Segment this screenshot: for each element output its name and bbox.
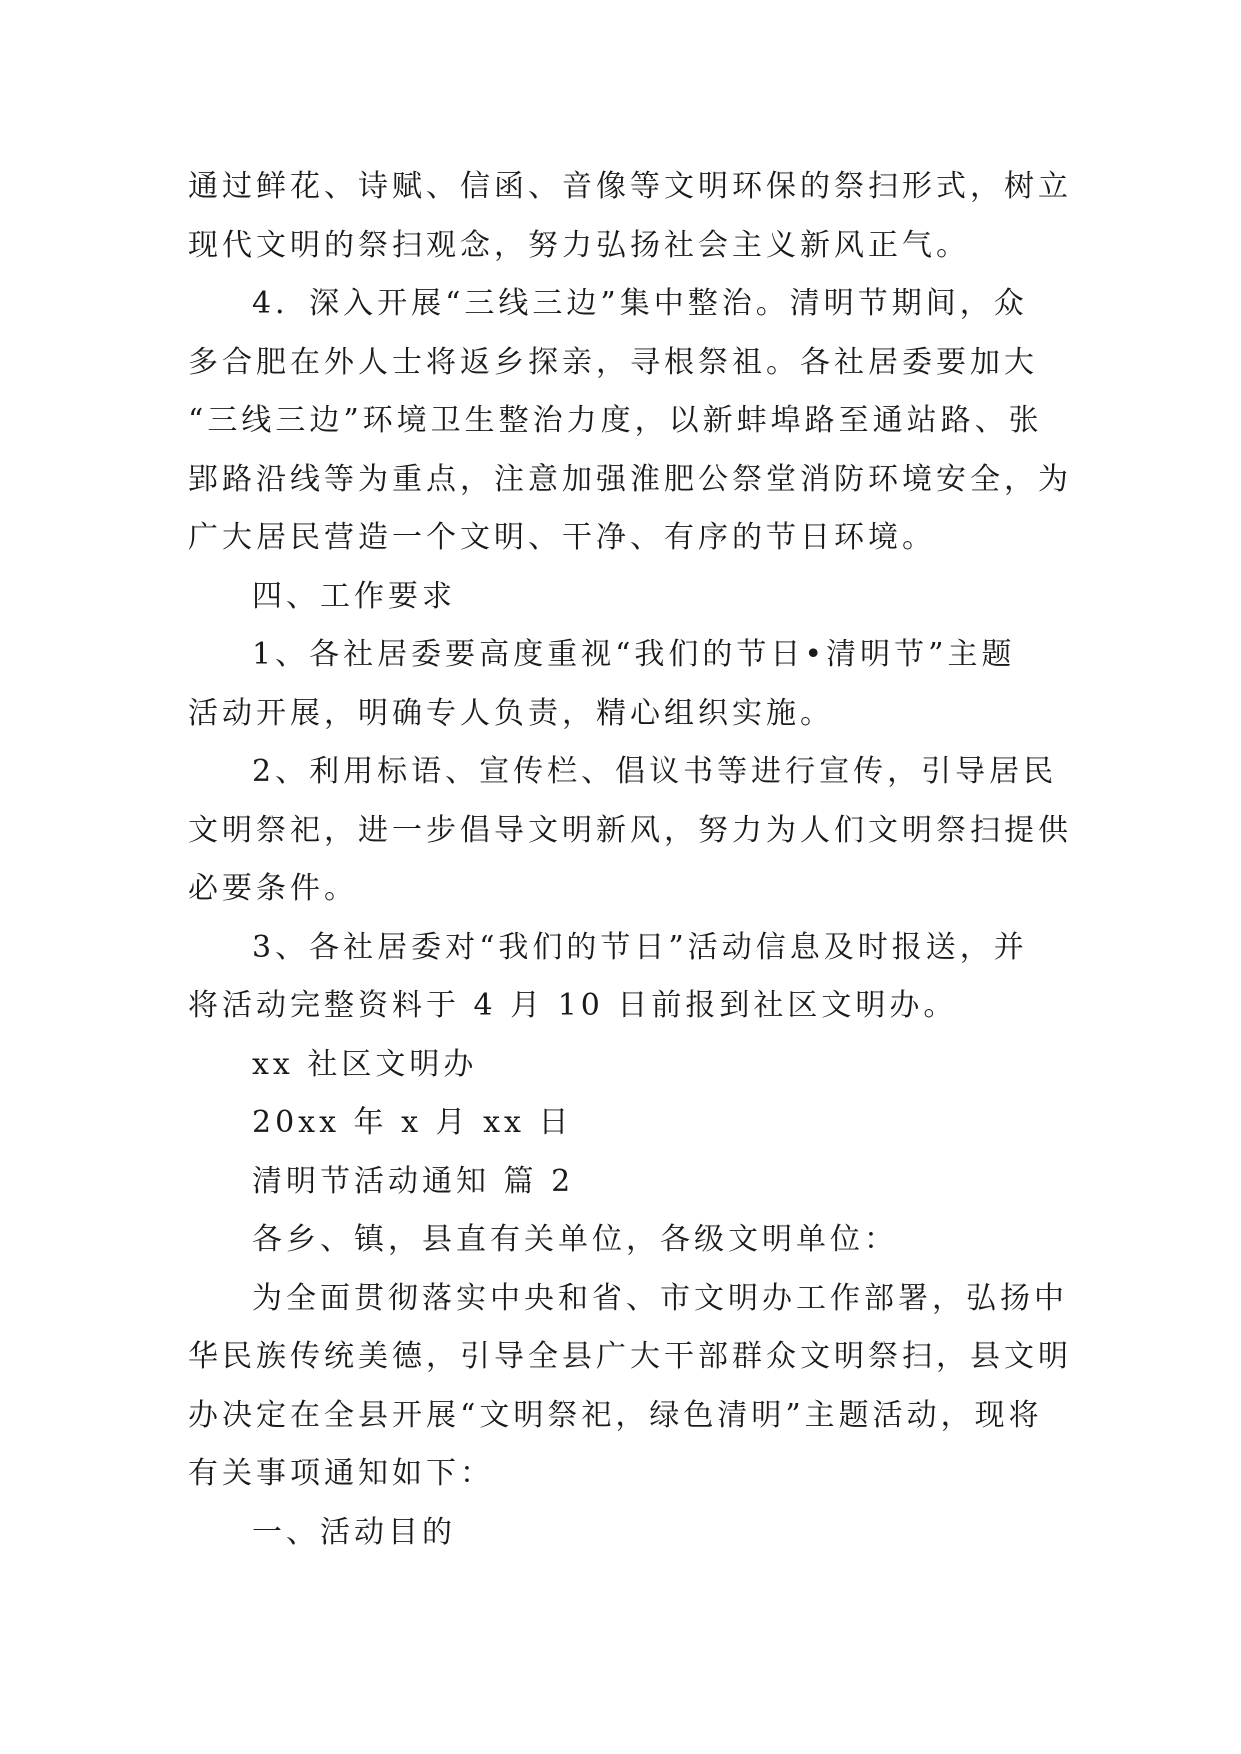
body-line: 活动开展，明确专人负责，精心组织实施。 <box>188 695 834 731</box>
body-line: 必要条件。 <box>188 871 358 906</box>
body-line: 通过鲜花、诗赋、信函、音像等文明环保的祭扫形式，树立 <box>188 169 1072 204</box>
body-line: 为全面贯彻落实中央和省、市文明办工作部署，弘扬中 <box>252 1280 1068 1316</box>
document-body <box>188 158 1072 1562</box>
body-line: 3、各社居委对“我们的节日”活动信息及时报送，并 <box>252 929 1028 965</box>
body-line: 办决定在全县开展“文明祭祀，绿色清明”主题活动，现将 <box>188 1397 1043 1433</box>
body-line: 现代文明的祭扫观念，努力弘扬社会主义新风正气。 <box>188 227 970 263</box>
body-line: 1、各社居委要高度重视“我们的节日•清明节”主题 <box>252 637 1016 672</box>
section-heading: 四、工作要求 <box>252 578 456 614</box>
body-line: 多合肥在外人士将返乡探亲，寻根祭祖。各社居委要加大 <box>188 344 1038 380</box>
body-line: 文明祭祀，进一步倡导文明新风，努力为人们文明祭扫提供 <box>188 812 1072 848</box>
body-line: “三线三边”环境卫生整治力度，以新蚌埠路至通站路、张 <box>188 403 1043 438</box>
body-line: 将活动完整资料于 4 月 10 日前报到社区文明办。 <box>188 988 958 1023</box>
section-heading: 一、活动目的 <box>252 1514 456 1550</box>
body-line: 郢路沿线等为重点，注意加强淮肥公祭堂消防环境安全，为 <box>188 461 1072 497</box>
body-line: 2、利用标语、宣传栏、倡议书等进行宣传，引导居民 <box>252 754 1058 789</box>
salutation: 各乡、镇，县直有关单位，各级文明单位： <box>252 1222 898 1257</box>
body-line: 4．深入开展“三线三边”集中整治。清明节期间，众 <box>252 286 1028 321</box>
signature-office: xx 社区文明办 <box>252 1046 478 1082</box>
body-line: 广大居民营造一个文明、干净、有序的节日环境。 <box>188 520 936 555</box>
article-title: 清明节活动通知 篇 2 <box>252 1163 575 1199</box>
body-line: 华民族传统美德，引导全县广大干部群众文明祭扫，县文明 <box>188 1339 1072 1374</box>
signature-date: 20xx 年 x 月 xx 日 <box>252 1105 573 1140</box>
body-line: 有关事项通知如下： <box>188 1456 494 1491</box>
